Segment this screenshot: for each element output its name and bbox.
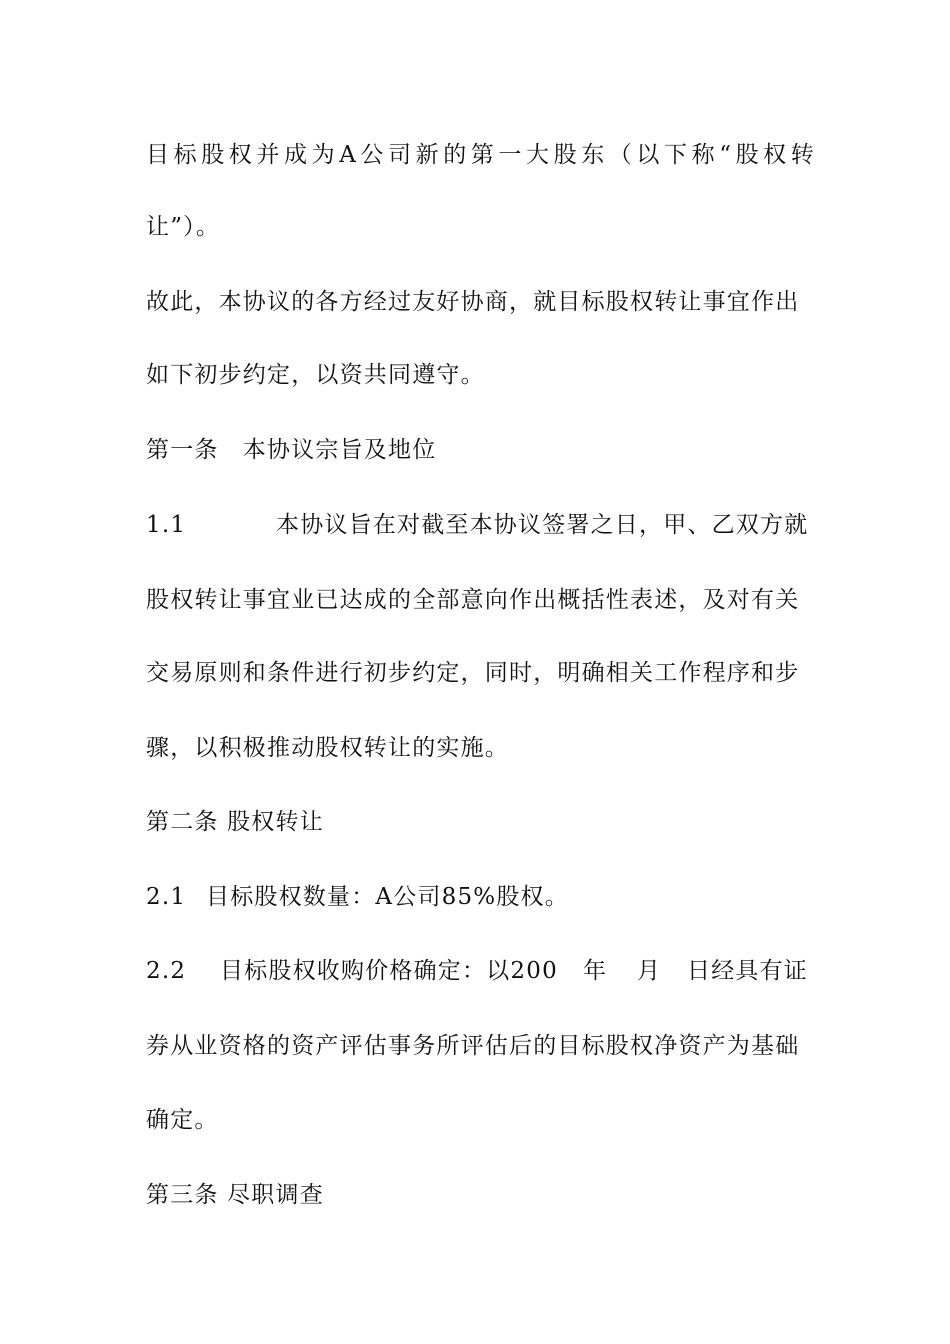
section-heading-3: 第三条 尽职调查 [146,1182,324,1208]
paragraph-line: 券从业资格的资产评估事务所评估后的目标股权净资产为基础 [146,1033,800,1059]
clause-number: 1.1 [146,512,187,538]
clause-text: 本协议旨在对截至本协议签署之日，甲、乙双方就 [276,512,809,538]
paragraph-line: 如下初步约定，以资共同遵守。 [146,362,485,388]
paragraph-line: 股权转让事宜业已达成的全部意向作出概括性表述，及对有关 [146,587,800,613]
paragraph-line: 目标股权并成为A公司新的第一大股东（以下称“股权转 [146,142,819,168]
section-heading-1: 第一条 本协议宗旨及地位 [146,437,437,463]
clause-text: 目标股权收购价格确定：以200 [220,958,558,984]
clause-number: 2.1 [146,884,187,910]
clause-text: 目标股权数量：A公司85%股权。 [206,884,569,910]
paragraph-line: 故此，本协议的各方经过友好协商，就目标股权转让事宜作出 [146,289,800,315]
paragraph-line: 交易原则和条件进行初步约定，同时，明确相关工作程序和步 [146,660,800,686]
year-label: 年 [583,958,608,984]
day-text: 日经具有证 [687,958,808,984]
clause-1-1 [146,510,810,540]
month-label: 月 [637,958,662,984]
paragraph-line: 确定。 [146,1107,219,1133]
paragraph-line: 让”）。 [146,214,221,240]
clause-2-2 [146,956,810,986]
clause-number: 2.2 [146,958,187,984]
section-heading-2: 第二条 股权转让 [146,809,324,835]
paragraph-line: 骤，以积极推动股权转让的实施。 [146,735,509,761]
clause-2-1 [146,882,810,912]
